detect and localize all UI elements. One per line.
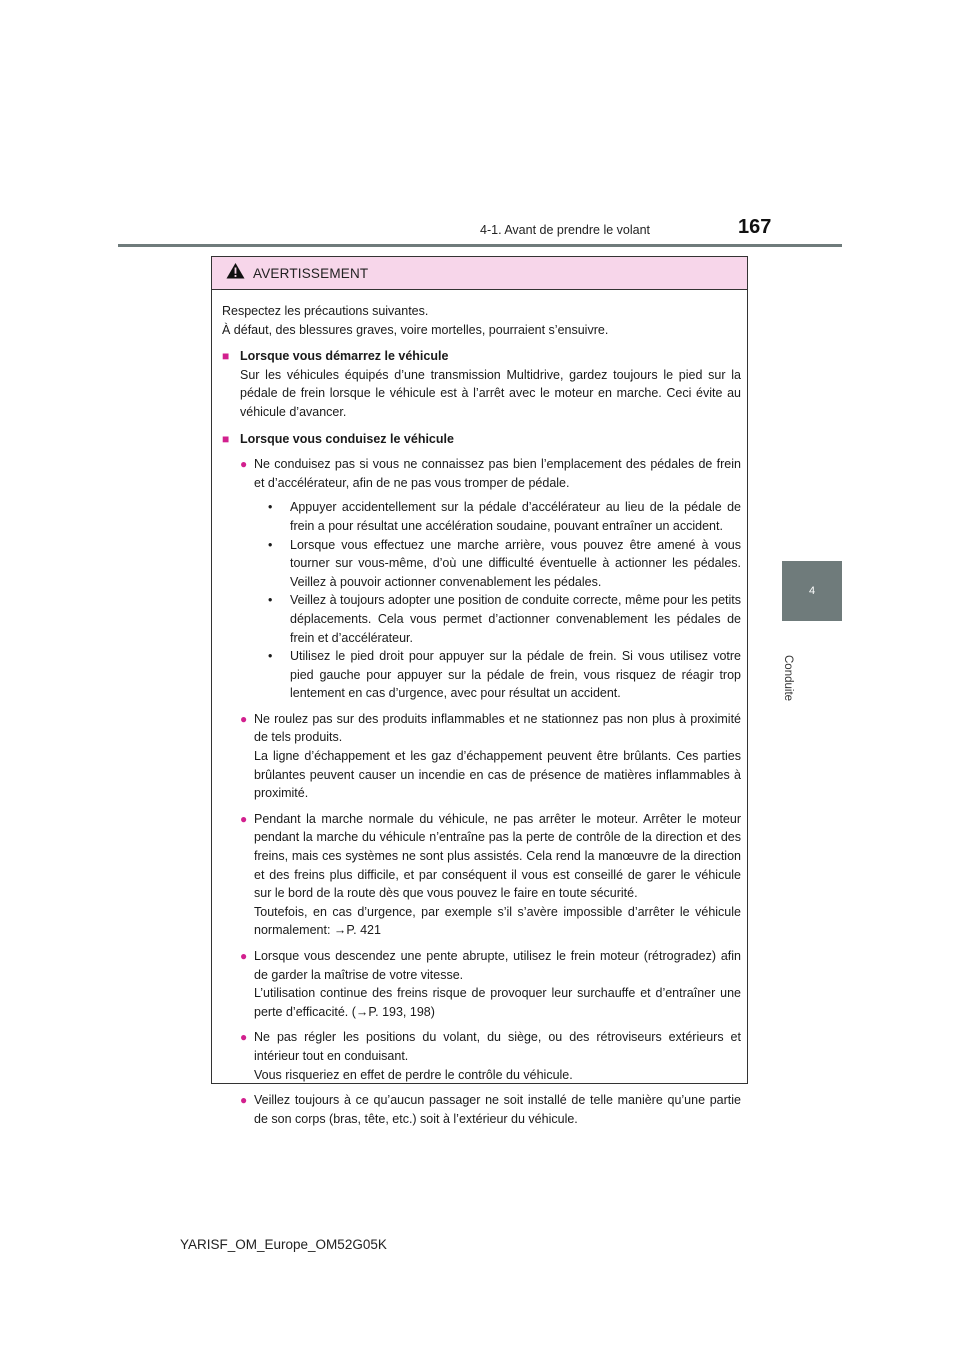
warning-body (212, 290, 747, 1128)
point-content (254, 1091, 741, 1128)
dot-bullet-icon: • (268, 500, 273, 515)
square-bullet-icon: ■ (222, 349, 230, 364)
chapter-number: 4 (808, 585, 816, 597)
square-bullet-icon: ■ (222, 431, 230, 446)
circle-bullet-icon: ● (240, 457, 248, 472)
intro-line: Respectez les précautions suivantes. (222, 304, 429, 318)
warning-point (222, 455, 741, 703)
point-paragraph: Veillez toujours à ce qu’aucun passager ne soit installé de telle manière qu’une partie de son corps (bras, tête, etc.) soit à l’extérieur du véhicule. (254, 1093, 741, 1126)
sub-item (254, 498, 741, 535)
section-driving (222, 430, 741, 1129)
point-paragraph: Ne pas régler les positions du volant, du siège, ou des rétroviseurs extérieurs et intérieur tout en conduisant. (254, 1030, 741, 1063)
section-starting (222, 347, 741, 421)
circle-bullet-icon: ● (240, 811, 248, 826)
dot-bullet-icon: • (268, 537, 273, 552)
section-title-row (222, 347, 741, 366)
dot-bullet-icon: • (268, 593, 273, 608)
sub-item-text: Utilisez le pied droit pour appuyer sur la pédale de frein. Si vous utilisez votre pied gauche pour appuyer sur la pédale de frein, vous risquez de réagir trop lentement en cas d’urgence, avec pour résultat un accident. (290, 649, 741, 701)
point-content (254, 455, 741, 703)
dot-bullet-icon: • (268, 649, 273, 664)
warning-triangle-icon (226, 262, 245, 284)
point-paragraph: Lorsque vous descendez une pente abrupte, utilisez le frein moteur (rétrogradez) afin de garder la maîtrise de votre vitesse. (254, 949, 741, 982)
warning-point (222, 947, 741, 1021)
warning-point (222, 810, 741, 940)
sub-item-text: Lorsque vous effectuez une marche arrière, vous pouvez être amené à vous tourner sur vous-même, d’où une difficulté éventuelle à actionner les pédales. Veillez à pouvoir actionner convenablement les pédales. (290, 537, 741, 589)
circle-bullet-icon: ● (240, 1093, 248, 1108)
document-id: YARISF_OM_Europe_OM52G05K (180, 1237, 387, 1252)
point-content (254, 947, 741, 1021)
warning-title: AVERTISSEMENT (253, 265, 369, 281)
circle-bullet-icon: ● (240, 1030, 248, 1045)
point-paragraph: Pendant la marche normale du véhicule, ne pas arrêter le moteur. Arrêter le moteur pendant la marche du véhicule n’entraîne pas la perte de contrôle de la direction et des freins, mais ces systèmes ne sont plus assistés. Cela rend la manœuvre de la direction et des freins plus difficile, et par conséquent il vous est conseillé de garer le véhicule sur le bord de la route dès que vous pouvez le faire en toute sécurité. (254, 811, 741, 901)
section-title: Lorsque vous démarrez le véhicule (240, 349, 449, 364)
sub-item (254, 591, 741, 647)
sub-item-text: Veillez à toujours adopter une position de conduite correcte, même pour les petits déplacements. Cela vous permet d’actionner convenablement les pédales de frein et d’accélérateur. (290, 593, 741, 645)
section-title-row (222, 430, 741, 449)
warning-box (211, 256, 748, 1126)
point-paragraph: L’utilisation continue des freins risque de provoquer leur surchauffe et d’entraîner une perte d’efficacité. (→P. 193, 198) (254, 986, 741, 1019)
sub-item-text: Appuyer accidentellement sur la pédale d’accélérateur au lieu de la pédale de frein a pour résultat une accélération soudaine, pouvant entraîner un accident. (290, 500, 741, 533)
intro-line: À défaut, des blessures graves, voire mortelles, pourraient s’ensuivre. (222, 322, 609, 337)
section-text: Sur les véhicules équipés d’une transmission Multidrive, gardez toujours le pied sur la pédale de frein lorsque le véhicule est à l’arrêt avec le moteur en marche. Ceci évite au véhicule d’avancer. (240, 367, 741, 419)
sub-item (254, 536, 741, 592)
chapter-label: Conduite (782, 655, 794, 702)
point-paragraph: La ligne d’échappement et les gaz d’échappement peuvent être brûlants. Ces parties brûlantes peuvent causer un incendie en cas de présence de matières inflammables à proximité. (254, 749, 741, 801)
point-paragraph: Ne conduisez pas si vous ne connaissez pas bien l’emplacement des pédales de frein et d’accélérateur, afin de ne pas vous tromper de pédale. (254, 457, 741, 490)
point-content (254, 1028, 741, 1084)
warning-intro (222, 302, 741, 339)
point-paragraph: Toutefois, en cas d’urgence, par exemple s’il s’avère impossible d’arrêter le véhicule normalement: →P. 421 (254, 904, 741, 938)
section-heading: 4-1. Avant de prendre le volant (480, 223, 651, 237)
warning-point (222, 1091, 741, 1128)
sub-list (254, 498, 741, 703)
point-paragraph: Ne roulez pas sur des produits inflammables et ne stationnez pas non plus à proximité de tels produits. (254, 711, 741, 745)
circle-bullet-icon: ● (240, 949, 248, 963)
header-divider (118, 244, 842, 247)
page-number: 167 (738, 216, 772, 238)
section-title: Lorsque vous conduisez le véhicule (240, 431, 454, 446)
chapter-tab (782, 561, 842, 621)
warning-header (212, 257, 747, 290)
point-content (254, 710, 741, 803)
warning-point (222, 710, 741, 803)
warning-point (222, 1028, 741, 1084)
point-content (254, 810, 741, 940)
circle-bullet-icon: ● (240, 711, 248, 726)
point-paragraph: Vous risqueriez en effet de perdre le contrôle du véhicule. (254, 1067, 573, 1082)
sub-item (254, 647, 741, 703)
